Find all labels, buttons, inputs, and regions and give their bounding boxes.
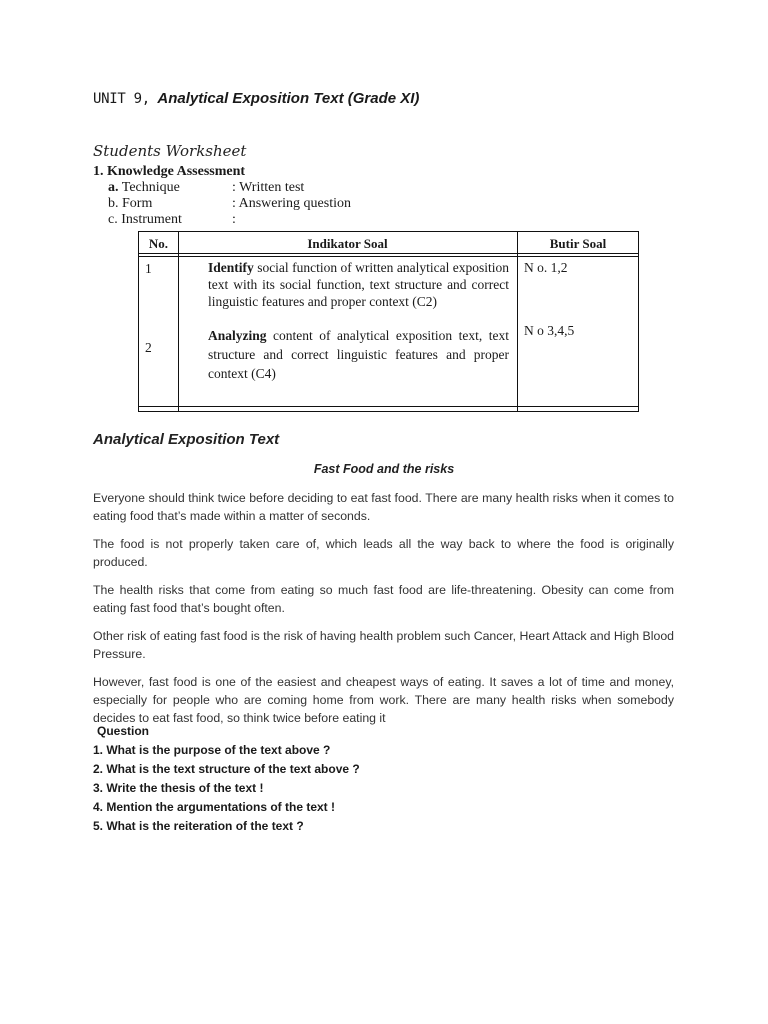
table-divider xyxy=(517,232,518,411)
knowledge-assessment-heading: 1. Knowledge Assessment xyxy=(93,164,246,179)
assessment-value: : xyxy=(232,212,236,227)
unit-number: UNIT 9, xyxy=(93,91,150,107)
question-item: 1. What is the purpose of the text above ? xyxy=(93,743,331,757)
article-paragraph: The food is not properly taken care of, which leads all the way back to where the food is originally produced. xyxy=(93,537,674,569)
table-divider xyxy=(139,256,638,257)
document-title: Analytical Exposition Text (Grade XI) xyxy=(157,90,420,107)
assessment-row-form: b. Form : Answering question xyxy=(108,196,351,211)
table-divider xyxy=(178,232,179,411)
article-paragraph: However, fast food is one of the easiest and cheapest ways of eating. It saves a lot of time and money, especially for people who are coming home from work. There are many health risks when somebody decides to eat fast food, so think twice before eating it xyxy=(93,675,674,725)
article-paragraph: Other risk of eating fast food is the risk of having health problem such Cancer, Heart Attack and High Blood Pressure. xyxy=(93,629,674,661)
question-item: 4. Mention the argumentations of the text ! xyxy=(93,800,336,814)
unit-title xyxy=(93,90,419,108)
table-divider xyxy=(139,253,638,254)
header-no: No. xyxy=(148,236,169,251)
table-divider xyxy=(139,406,638,407)
assessment-value: : Written test xyxy=(232,180,305,195)
assessment-row-technique: a. Technique : Written test xyxy=(108,180,305,195)
article-paragraph: Everyone should think twice before deciding to eat fast food. There are many health risks when it comes to eating food that’s made within a matter of seconds. xyxy=(93,491,674,523)
assessment-value: : Answering question xyxy=(232,196,351,211)
header-butir-soal: Butir Soal xyxy=(549,236,607,251)
question-item: 5. What is the reiteration of the text ? xyxy=(93,819,304,833)
row-1-items: N o. 1,2 xyxy=(524,260,568,275)
header-indikator-soal: Indikator Soal xyxy=(307,236,388,251)
row-2-indicator: Analyzing content of analytical exposition text, text structure and correct linguistic features and proper context (C4) xyxy=(208,328,509,381)
article-title: Fast Food and the risks xyxy=(313,462,455,476)
row-2-items: N o 3,4,5 xyxy=(524,323,575,338)
question-heading: Question xyxy=(97,724,150,738)
row-1-no: 1 xyxy=(145,261,152,276)
section-heading: Analytical Exposition Text xyxy=(93,431,280,448)
indicator-table xyxy=(138,231,639,412)
worksheet-title: Students Worksheet xyxy=(93,142,247,160)
question-item: 2. What is the text structure of the text above ? xyxy=(93,762,360,776)
row-2-no: 2 xyxy=(145,340,152,355)
assessment-row-instrument: c. Instrument : xyxy=(108,212,236,227)
row-1-indicator: Identify social function of written analytical exposition text with its social function, text structure and correct linguistic features and proper context (C2) xyxy=(208,260,509,309)
indicator-keyword: Identify xyxy=(208,260,254,275)
question-item: 3. Write the thesis of the text ! xyxy=(93,781,264,795)
article-paragraph: The health risks that come from eating so much fast food are life-threatening. Obesity can come from eating fast food that’s bought often. xyxy=(93,583,674,615)
indicator-keyword: Analyzing xyxy=(208,328,267,343)
